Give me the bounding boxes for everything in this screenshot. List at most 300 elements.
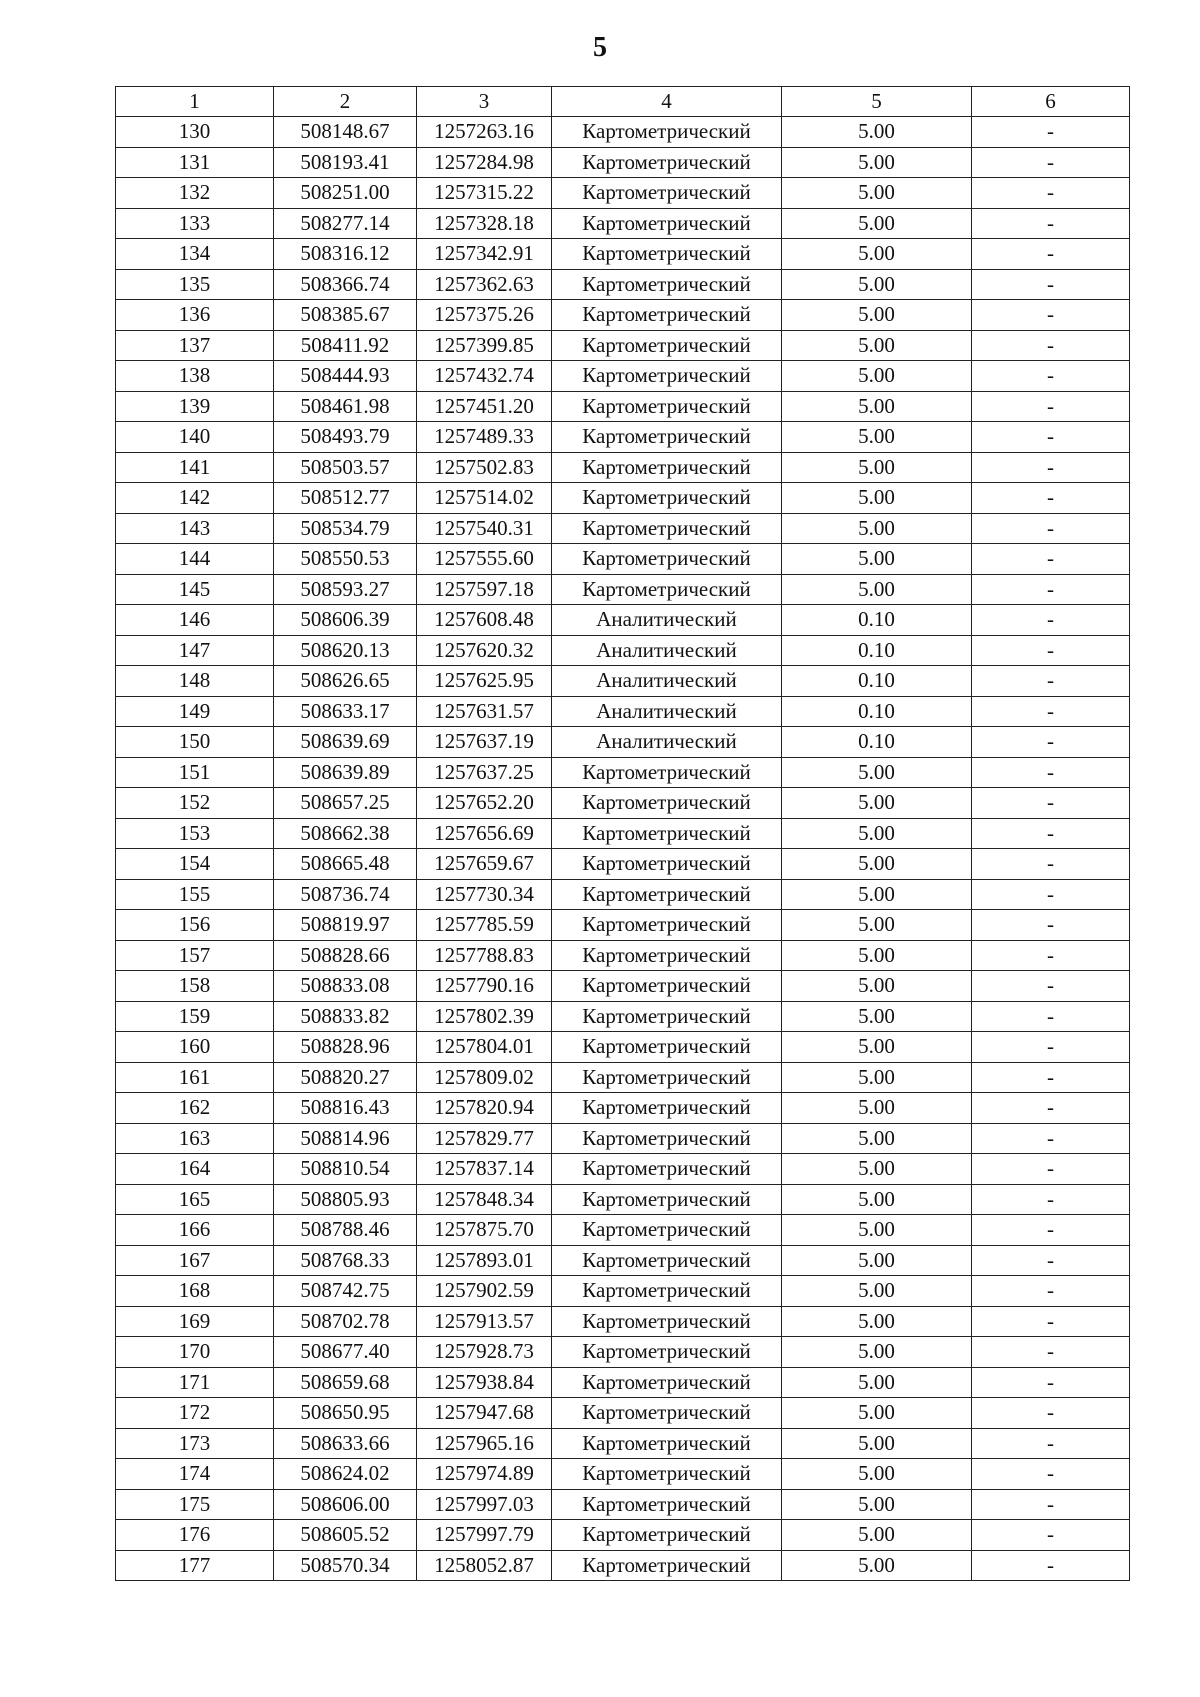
y-coordinate-cell: 1257974.89 [417,1459,552,1490]
x-coordinate-cell: 508677.40 [274,1337,417,1368]
x-coordinate-cell: 508742.75 [274,1276,417,1307]
point-number-cell: 167 [116,1245,274,1276]
point-number-cell: 142 [116,483,274,514]
accuracy-cell: 5.00 [782,1276,972,1307]
x-coordinate-cell: 508512.77 [274,483,417,514]
method-cell: Картометрический [552,818,782,849]
note-cell: - [972,330,1130,361]
point-number-cell: 149 [116,696,274,727]
accuracy-cell: 5.00 [782,757,972,788]
accuracy-cell: 5.00 [782,178,972,209]
x-coordinate-cell: 508788.46 [274,1215,417,1246]
column-header: 1 [116,87,274,117]
accuracy-cell: 5.00 [782,1184,972,1215]
table-row [116,1337,1130,1368]
note-cell: - [972,452,1130,483]
table-row [116,1550,1130,1581]
note-cell: - [972,818,1130,849]
method-cell: Картометрический [552,788,782,819]
point-number-cell: 144 [116,544,274,575]
x-coordinate-cell: 508570.34 [274,1550,417,1581]
x-coordinate-cell: 508665.48 [274,849,417,880]
x-coordinate-cell: 508550.53 [274,544,417,575]
point-number-cell: 177 [116,1550,274,1581]
y-coordinate-cell: 1257829.77 [417,1123,552,1154]
accuracy-cell: 5.00 [782,239,972,270]
table-row [116,788,1130,819]
point-number-cell: 162 [116,1093,274,1124]
method-cell: Картометрический [552,1154,782,1185]
y-coordinate-cell: 1257659.67 [417,849,552,880]
note-cell: - [972,1459,1130,1490]
y-coordinate-cell: 1257362.63 [417,269,552,300]
table-row [116,1184,1130,1215]
point-number-cell: 132 [116,178,274,209]
y-coordinate-cell: 1257804.01 [417,1032,552,1063]
table-row [116,239,1130,270]
x-coordinate-cell: 508833.82 [274,1001,417,1032]
method-cell: Картометрический [552,147,782,178]
y-coordinate-cell: 1257555.60 [417,544,552,575]
accuracy-cell: 5.00 [782,1337,972,1368]
accuracy-cell: 5.00 [782,818,972,849]
table-row [116,361,1130,392]
note-cell: - [972,1367,1130,1398]
x-coordinate-cell: 508461.98 [274,391,417,422]
method-cell: Картометрический [552,544,782,575]
point-number-cell: 156 [116,910,274,941]
point-number-cell: 135 [116,269,274,300]
table-row [116,1367,1130,1398]
point-number-cell: 133 [116,208,274,239]
x-coordinate-cell: 508633.17 [274,696,417,727]
y-coordinate-cell: 1258052.87 [417,1550,552,1581]
method-cell: Аналитический [552,727,782,758]
accuracy-cell: 5.00 [782,147,972,178]
table-row [116,1306,1130,1337]
note-cell: - [972,788,1130,819]
table-row [116,757,1130,788]
y-coordinate-cell: 1257820.94 [417,1093,552,1124]
table-row [116,483,1130,514]
y-coordinate-cell: 1257965.16 [417,1428,552,1459]
point-number-cell: 163 [116,1123,274,1154]
x-coordinate-cell: 508768.33 [274,1245,417,1276]
note-cell: - [972,483,1130,514]
table-row [116,666,1130,697]
y-coordinate-cell: 1257997.79 [417,1520,552,1551]
method-cell: Картометрический [552,1306,782,1337]
x-coordinate-cell: 508639.89 [274,757,417,788]
x-coordinate-cell: 508251.00 [274,178,417,209]
point-number-cell: 160 [116,1032,274,1063]
table-row [116,818,1130,849]
x-coordinate-cell: 508657.25 [274,788,417,819]
x-coordinate-cell: 508366.74 [274,269,417,300]
accuracy-cell: 5.00 [782,574,972,605]
note-cell: - [972,391,1130,422]
method-cell: Картометрический [552,513,782,544]
table-row [116,544,1130,575]
note-cell: - [972,849,1130,880]
y-coordinate-cell: 1257342.91 [417,239,552,270]
method-cell: Картометрический [552,1184,782,1215]
point-number-cell: 172 [116,1398,274,1429]
y-coordinate-cell: 1257315.22 [417,178,552,209]
table-row [116,696,1130,727]
accuracy-cell: 5.00 [782,1062,972,1093]
note-cell: - [972,1245,1130,1276]
method-cell: Картометрический [552,483,782,514]
method-cell: Картометрический [552,1367,782,1398]
accuracy-cell: 5.00 [782,1306,972,1337]
point-number-cell: 165 [116,1184,274,1215]
table-row [116,269,1130,300]
y-coordinate-cell: 1257938.84 [417,1367,552,1398]
accuracy-cell: 5.00 [782,1032,972,1063]
accuracy-cell: 5.00 [782,330,972,361]
note-cell: - [972,1520,1130,1551]
accuracy-cell: 5.00 [782,940,972,971]
method-cell: Аналитический [552,635,782,666]
point-number-cell: 175 [116,1489,274,1520]
x-coordinate-cell: 508503.57 [274,452,417,483]
y-coordinate-cell: 1257802.39 [417,1001,552,1032]
table-row [116,513,1130,544]
method-cell: Картометрический [552,940,782,971]
table-row [116,1154,1130,1185]
note-cell: - [972,361,1130,392]
point-number-cell: 150 [116,727,274,758]
accuracy-cell: 5.00 [782,361,972,392]
method-cell: Картометрический [552,971,782,1002]
accuracy-cell: 5.00 [782,117,972,148]
x-coordinate-cell: 508626.65 [274,666,417,697]
note-cell: - [972,757,1130,788]
method-cell: Картометрический [552,1245,782,1276]
note-cell: - [972,910,1130,941]
method-cell: Картометрический [552,391,782,422]
method-cell: Картометрический [552,330,782,361]
method-cell: Картометрический [552,1062,782,1093]
point-number-cell: 173 [116,1428,274,1459]
table-row [116,1215,1130,1246]
point-number-cell: 153 [116,818,274,849]
x-coordinate-cell: 508659.68 [274,1367,417,1398]
method-cell: Картометрический [552,1032,782,1063]
y-coordinate-cell: 1257902.59 [417,1276,552,1307]
method-cell: Картометрический [552,452,782,483]
method-cell: Картометрический [552,1398,782,1429]
note-cell: - [972,1489,1130,1520]
accuracy-cell: 0.10 [782,727,972,758]
point-number-cell: 139 [116,391,274,422]
method-cell: Картометрический [552,361,782,392]
method-cell: Картометрический [552,1459,782,1490]
accuracy-cell: 5.00 [782,1001,972,1032]
table-row [116,1001,1130,1032]
point-number-cell: 154 [116,849,274,880]
accuracy-cell: 5.00 [782,422,972,453]
point-number-cell: 146 [116,605,274,636]
method-cell: Картометрический [552,1276,782,1307]
accuracy-cell: 0.10 [782,635,972,666]
y-coordinate-cell: 1257502.83 [417,452,552,483]
column-header: 5 [782,87,972,117]
method-cell: Картометрический [552,117,782,148]
table-row [116,574,1130,605]
y-coordinate-cell: 1257489.33 [417,422,552,453]
y-coordinate-cell: 1257875.70 [417,1215,552,1246]
table-row [116,1276,1130,1307]
x-coordinate-cell: 508736.74 [274,879,417,910]
point-number-cell: 164 [116,1154,274,1185]
point-number-cell: 158 [116,971,274,1002]
y-coordinate-cell: 1257399.85 [417,330,552,361]
x-coordinate-cell: 508828.66 [274,940,417,971]
y-coordinate-cell: 1257848.34 [417,1184,552,1215]
x-coordinate-cell: 508606.39 [274,605,417,636]
y-coordinate-cell: 1257597.18 [417,574,552,605]
method-cell: Картометрический [552,422,782,453]
method-cell: Аналитический [552,696,782,727]
method-cell: Картометрический [552,269,782,300]
method-cell: Картометрический [552,1489,782,1520]
column-header: 2 [274,87,417,117]
table-row [116,727,1130,758]
x-coordinate-cell: 508814.96 [274,1123,417,1154]
accuracy-cell: 5.00 [782,788,972,819]
accuracy-cell: 5.00 [782,1093,972,1124]
note-cell: - [972,971,1130,1002]
point-number-cell: 143 [116,513,274,544]
method-cell: Картометрический [552,178,782,209]
y-coordinate-cell: 1257514.02 [417,483,552,514]
note-cell: - [972,574,1130,605]
table-row [116,1093,1130,1124]
table-row [116,1245,1130,1276]
x-coordinate-cell: 508385.67 [274,300,417,331]
table-row [116,849,1130,880]
note-cell: - [972,727,1130,758]
x-coordinate-cell: 508148.67 [274,117,417,148]
note-cell: - [972,147,1130,178]
table-row [116,1123,1130,1154]
accuracy-cell: 5.00 [782,483,972,514]
note-cell: - [972,239,1130,270]
note-cell: - [972,300,1130,331]
x-coordinate-cell: 508810.54 [274,1154,417,1185]
accuracy-cell: 0.10 [782,666,972,697]
y-coordinate-cell: 1257790.16 [417,971,552,1002]
table-row [116,1062,1130,1093]
x-coordinate-cell: 508639.69 [274,727,417,758]
point-number-cell: 170 [116,1337,274,1368]
point-number-cell: 152 [116,788,274,819]
note-cell: - [972,1337,1130,1368]
accuracy-cell: 5.00 [782,1367,972,1398]
accuracy-cell: 5.00 [782,849,972,880]
accuracy-cell: 5.00 [782,1550,972,1581]
accuracy-cell: 5.00 [782,391,972,422]
method-cell: Картометрический [552,239,782,270]
note-cell: - [972,544,1130,575]
note-cell: - [972,1215,1130,1246]
point-number-cell: 174 [116,1459,274,1490]
table-row [116,635,1130,666]
point-number-cell: 159 [116,1001,274,1032]
x-coordinate-cell: 508606.00 [274,1489,417,1520]
method-cell: Картометрический [552,574,782,605]
note-cell: - [972,117,1130,148]
x-coordinate-cell: 508411.92 [274,330,417,361]
table-row [116,940,1130,971]
method-cell: Картометрический [552,300,782,331]
column-header: 6 [972,87,1130,117]
accuracy-cell: 5.00 [782,544,972,575]
y-coordinate-cell: 1257432.74 [417,361,552,392]
y-coordinate-cell: 1257328.18 [417,208,552,239]
accuracy-cell: 5.00 [782,1215,972,1246]
y-coordinate-cell: 1257637.25 [417,757,552,788]
y-coordinate-cell: 1257620.32 [417,635,552,666]
x-coordinate-cell: 508633.66 [274,1428,417,1459]
x-coordinate-cell: 508828.96 [274,1032,417,1063]
y-coordinate-cell: 1257656.69 [417,818,552,849]
x-coordinate-cell: 508702.78 [274,1306,417,1337]
accuracy-cell: 5.00 [782,879,972,910]
point-number-cell: 137 [116,330,274,361]
table-row [116,300,1130,331]
method-cell: Картометрический [552,879,782,910]
table-row [116,605,1130,636]
point-number-cell: 166 [116,1215,274,1246]
accuracy-cell: 5.00 [782,452,972,483]
accuracy-cell: 5.00 [782,269,972,300]
accuracy-cell: 5.00 [782,300,972,331]
note-cell: - [972,605,1130,636]
point-number-cell: 130 [116,117,274,148]
point-number-cell: 136 [116,300,274,331]
table-row [116,117,1130,148]
table-row [116,178,1130,209]
x-coordinate-cell: 508493.79 [274,422,417,453]
table-row [116,1428,1130,1459]
note-cell: - [972,1398,1130,1429]
method-cell: Картометрический [552,1337,782,1368]
point-number-cell: 161 [116,1062,274,1093]
note-cell: - [972,1093,1130,1124]
y-coordinate-cell: 1257997.03 [417,1489,552,1520]
y-coordinate-cell: 1257637.19 [417,727,552,758]
accuracy-cell: 5.00 [782,1123,972,1154]
note-cell: - [972,940,1130,971]
point-number-cell: 171 [116,1367,274,1398]
y-coordinate-cell: 1257375.26 [417,300,552,331]
note-cell: - [972,696,1130,727]
method-cell: Аналитический [552,666,782,697]
table-row [116,1459,1130,1490]
note-cell: - [972,879,1130,910]
accuracy-cell: 5.00 [782,1428,972,1459]
method-cell: Аналитический [552,605,782,636]
y-coordinate-cell: 1257631.57 [417,696,552,727]
x-coordinate-cell: 508650.95 [274,1398,417,1429]
x-coordinate-cell: 508820.27 [274,1062,417,1093]
y-coordinate-cell: 1257893.01 [417,1245,552,1276]
note-cell: - [972,1154,1130,1185]
point-number-cell: 141 [116,452,274,483]
accuracy-cell: 5.00 [782,910,972,941]
column-header: 3 [417,87,552,117]
x-coordinate-cell: 508620.13 [274,635,417,666]
note-cell: - [972,269,1130,300]
point-number-cell: 148 [116,666,274,697]
point-number-cell: 168 [116,1276,274,1307]
table-row [116,330,1130,361]
accuracy-cell: 0.10 [782,696,972,727]
note-cell: - [972,513,1130,544]
accuracy-cell: 5.00 [782,1245,972,1276]
x-coordinate-cell: 508624.02 [274,1459,417,1490]
table-row [116,910,1130,941]
coordinates-table [115,86,1130,1581]
point-number-cell: 157 [116,940,274,971]
note-cell: - [972,1276,1130,1307]
column-header: 4 [552,87,782,117]
method-cell: Картометрический [552,1215,782,1246]
method-cell: Картометрический [552,208,782,239]
note-cell: - [972,1306,1130,1337]
note-cell: - [972,1062,1130,1093]
table-body [116,117,1130,1581]
y-coordinate-cell: 1257540.31 [417,513,552,544]
note-cell: - [972,208,1130,239]
y-coordinate-cell: 1257947.68 [417,1398,552,1429]
method-cell: Картометрический [552,1123,782,1154]
accuracy-cell: 5.00 [782,513,972,544]
note-cell: - [972,666,1130,697]
y-coordinate-cell: 1257284.98 [417,147,552,178]
x-coordinate-cell: 508833.08 [274,971,417,1002]
note-cell: - [972,1001,1130,1032]
x-coordinate-cell: 508193.41 [274,147,417,178]
accuracy-cell: 5.00 [782,1489,972,1520]
point-number-cell: 140 [116,422,274,453]
table-row [116,452,1130,483]
note-cell: - [972,1550,1130,1581]
y-coordinate-cell: 1257652.20 [417,788,552,819]
y-coordinate-cell: 1257785.59 [417,910,552,941]
accuracy-cell: 5.00 [782,208,972,239]
accuracy-cell: 5.00 [782,1459,972,1490]
y-coordinate-cell: 1257788.83 [417,940,552,971]
x-coordinate-cell: 508444.93 [274,361,417,392]
y-coordinate-cell: 1257928.73 [417,1337,552,1368]
x-coordinate-cell: 508805.93 [274,1184,417,1215]
point-number-cell: 145 [116,574,274,605]
table-row [116,1398,1130,1429]
x-coordinate-cell: 508316.12 [274,239,417,270]
method-cell: Картометрический [552,849,782,880]
point-number-cell: 131 [116,147,274,178]
method-cell: Картометрический [552,757,782,788]
point-number-cell: 155 [116,879,274,910]
table-row [116,879,1130,910]
point-number-cell: 169 [116,1306,274,1337]
note-cell: - [972,1428,1130,1459]
note-cell: - [972,1123,1130,1154]
